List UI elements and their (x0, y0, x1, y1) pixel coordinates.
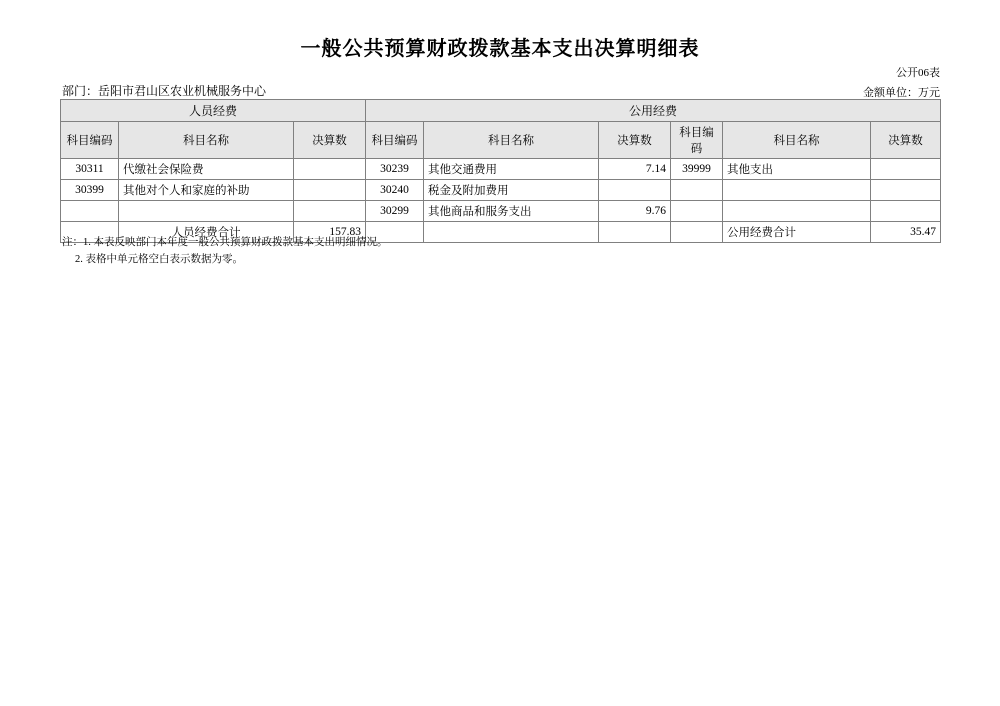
total-public-label: 公用经费合计 (723, 222, 871, 243)
total-public-amount: 35.47 (871, 222, 941, 243)
cell-public1-name: 其他交通费用 (424, 159, 599, 180)
cell-personnel-amount (294, 180, 366, 201)
cell-total-spacer-5 (671, 222, 723, 243)
cell-public1-amount: 7.14 (599, 159, 671, 180)
cell-personnel-amount (294, 159, 366, 180)
column-header-name-2: 科目名称 (424, 122, 599, 159)
cell-personnel-name (119, 201, 294, 222)
column-header-code-1: 科目编码 (61, 122, 119, 159)
column-header-name-3: 科目名称 (723, 122, 871, 159)
cell-public1-amount: 9.76 (599, 201, 671, 222)
column-header-amount-3: 决算数 (871, 122, 941, 159)
column-header-code-3: 科目编码 (671, 122, 723, 159)
cell-personnel-name: 其他对个人和家庭的补助 (119, 180, 294, 201)
cell-public2-name: 其他支出 (723, 159, 871, 180)
cell-public2-code (671, 201, 723, 222)
table-row (61, 180, 941, 201)
budget-table (60, 99, 941, 243)
group-header-personnel: 人员经费 (61, 100, 366, 122)
table-row (61, 201, 941, 222)
table-row (61, 159, 941, 180)
cell-public2-code (671, 180, 723, 201)
cell-public2-amount (871, 201, 941, 222)
note-line-2: 2. 表格中单元格空白表示数据为零。 (75, 254, 243, 265)
page-title: 一般公共预算财政拨款基本支出决算明细表 (300, 38, 700, 60)
cell-public1-name: 税金及附加费用 (424, 180, 599, 201)
table-group-header-row (61, 100, 941, 122)
cell-public2-name (723, 180, 871, 201)
group-header-public: 公用经费 (366, 100, 941, 122)
note-line-1: 注：1. 本表反映部门本年度一般公共预算财政拨款基本支出明细情况。 (62, 237, 388, 248)
cell-total-spacer-4 (599, 222, 671, 243)
total-personnel-amount: 157.83 (294, 222, 366, 243)
department-label: 部门：岳阳市君山区农业机械服务中心 (62, 84, 267, 98)
cell-public1-code: 30299 (366, 201, 424, 222)
cell-public1-name: 其他商品和服务支出 (424, 201, 599, 222)
cell-public2-code: 39999 (671, 159, 723, 180)
column-header-amount-2: 决算数 (599, 122, 671, 159)
cell-public2-name (723, 201, 871, 222)
cell-total-spacer-3 (424, 222, 599, 243)
cell-public2-amount (871, 159, 941, 180)
sheet-label: 公开06表 (896, 67, 940, 79)
cell-personnel-code: 30311 (61, 159, 119, 180)
column-header-name-1: 科目名称 (119, 122, 294, 159)
cell-public2-amount (871, 180, 941, 201)
cell-personnel-name: 代缴社会保险费 (119, 159, 294, 180)
table-notes (62, 234, 388, 268)
cell-personnel-code (61, 201, 119, 222)
cell-personnel-code: 30399 (61, 180, 119, 201)
column-header-code-2: 科目编码 (366, 122, 424, 159)
cell-personnel-amount (294, 201, 366, 222)
cell-public1-code: 30239 (366, 159, 424, 180)
total-personnel-label: 人员经费合计 (119, 222, 294, 243)
table-column-header-row (61, 122, 941, 159)
unit-label: 金额单位：万元 (863, 87, 940, 99)
cell-public1-amount (599, 180, 671, 201)
cell-public1-code: 30240 (366, 180, 424, 201)
column-header-amount-1: 决算数 (294, 122, 366, 159)
